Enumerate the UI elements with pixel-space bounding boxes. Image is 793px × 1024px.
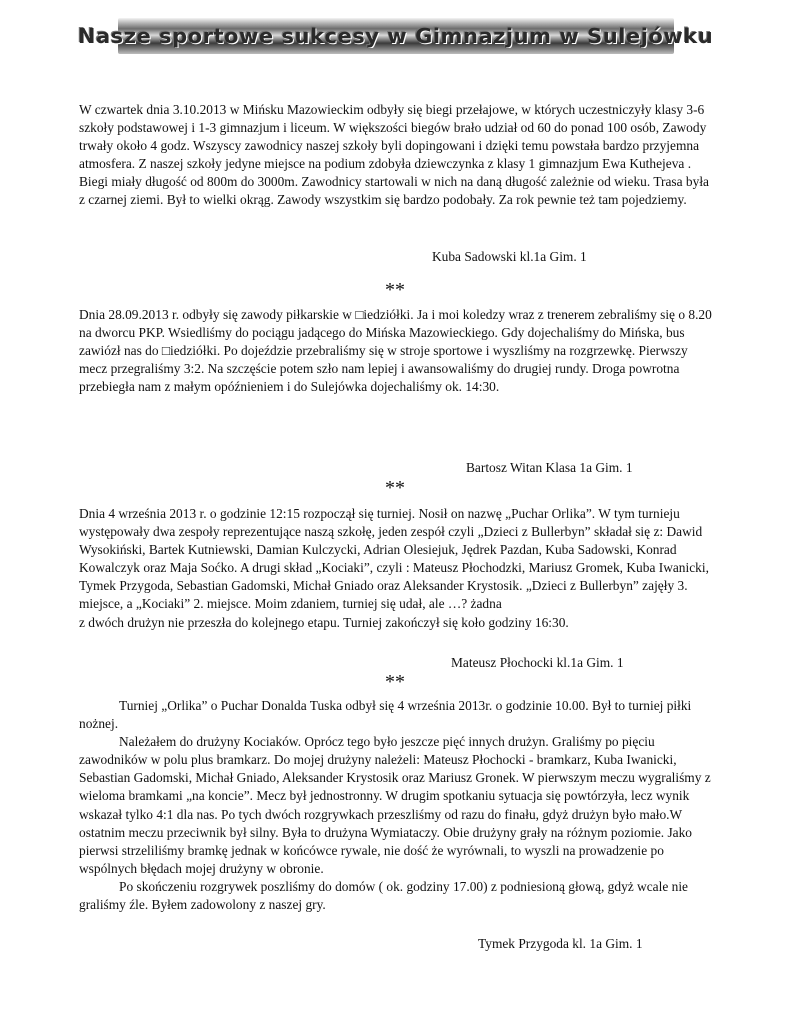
section-separator: **: [385, 477, 405, 499]
paragraph: z dwóch drużyn nie przeszła do kolejnego etapu. Turniej zakończył się koło godziny 16:30.: [79, 614, 569, 630]
header-banner: [78, 18, 714, 54]
paragraph: Dnia 4 września 2013 r. o godzinie 12:15 rozpoczął się turniej. Nosił on nazwę „Puchar Orlika”. W tym turnieju występowały dwa zespoły reprezentujące naszą szkołę, jeden zespół czyli „Dzieci z Bullerbyn” składał się z: Dawid Wysokiński, Bartek Kutniewski, Damian Kulczycki, Adrian Olesiejuk, Jędrek Pazdan, Kuba Sadowski, Konrad Kowalczyk oraz Maja Soćko. A drugi skład „Kociaki”, czyli : Mateusz Płochodzki, Mariusz Gromek, Kuba Iwanicki, Tymek Przygoda, Sebastian Gadomski, Michał Gniado oraz Aleksander Krystosik. „Dzieci z Bullerbyn” zajęły 3. miejsce, a „Kociaki” 2. miejsce. Moim zdaniem, turniej się udał, ale …? żadna: [79, 506, 709, 612]
section-separator: **: [385, 279, 405, 301]
article-section-4: [79, 697, 715, 914]
article-section-1: [79, 101, 715, 210]
paragraph: Turniej „Orlika” o Puchar Donalda Tuska odbył się 4 września 2013r. o godzinie 10.00. Był to turniej piłki nożnej.: [79, 698, 692, 732]
section-separator: **: [385, 671, 405, 693]
signature: Kuba Sadowski kl.1a Gim. 1: [432, 249, 587, 264]
article-section-3: [79, 505, 715, 632]
signature: Bartosz Witan Klasa 1a Gim. 1: [466, 460, 633, 475]
signature: Mateusz Płochocki kl.1a Gim. 1: [451, 655, 624, 670]
article-section-2: [79, 306, 715, 396]
paragraph: Po skończeniu rozgrywek poszliśmy do domów ( ok. godziny 17.00) z podniesioną głową, gdyż wcale nie graliśmy źle. Byłem zadowolony z naszej gry.: [79, 878, 688, 913]
signature: Tymek Przygoda kl. 1a Gim. 1: [478, 936, 643, 951]
paragraph: Należałem do drużyny Kociaków. Oprócz tego było jeszcze pięć innych drużyn. Graliśmy po pięciu zawodników w polu plus bramkarz. Do mojej drużyny należeli: Mateusz Płochocki - bramkarz, Kuba Iwanicki, Sebastian Gadomski, Michał Gniado, Aleksander Krystosik oraz Mariusz Gronek. W pierwszym meczu wygraliśmy z wieloma bramkami „na koncie”. Mecz był jednostronny. W drugim spotkaniu sytuacja się powtórzyła, lecz wynik wskazał tylko 4:1 dla nas. Po tych dwóch rozgrywkach przeszliśmy od razu do finału, gdyż drużyn było mało.W ostatnim meczu przeciwnik był silny. Była to drużyna Wymiataczy. Obie drużyny grały na różnym poziomie. Jako pierwsi strzeliliśmy bramkę jednak w końcówce rywale, nie dość że wyrównali, to wyszli na prowadzenie po wspólnych błędach mojej drużyny w obronie.: [79, 734, 711, 876]
paragraph: Dnia 28.09.2013 r. odbyły się zawody piłkarskie w □iedziółki. Ja i moi koledzy wraz z trenerem zebraliśmy się o 8.20 na dworcu PKP. Wsiedliśmy do pociągu jadącego do Mińska Mazowieckiego. Gdy dojechaliśmy do Mińska, bus zawiózł nas do □iedziółki. Po dojeździe przebraliśmy się w stroje sportowe i wyszliśmy na rozgrzewkę. Pierwszy mecz przegraliśmy 3:2. Na szczęście potem szło nam lepiej i awansowaliśmy do drugiej rundy. Droga powrotna przebiegła nam z małym opóźnieniem i do Sulejówka dojechaliśmy ok. 14:30.: [79, 307, 712, 395]
paragraph: W czwartek dnia 3.10.2013 w Mińsku Mazowieckim odbyły się biegi przełajowe, w których uczestniczyły klasy 3-6 szkoły podstawowej i 1-3 gimnazjum i liceum. W większości biegów brało udział od 60 do ponad 100 osób, Zawody trwały około 4 godz. Wszyscy zawodnicy naszej szkoły byli dopingowani i dzięki temu powstała bardzo przyjemna atmosfera. Z naszej szkoły jedyne miejsce na podium zdobyła dziewczynka z klasy 1 gimnazjum Ewa Kuthejeva . Biegi miały długość od 800m do 3000m. Zawodnicy startowali w nich na daną długość zależnie od wieku. Trasa była z czarnej ziemi. Był to wielki okrąg. Zawody wszystkim się bardzo podobały. Za rok pewnie też tam pojedziemy.: [79, 102, 709, 208]
banner-title: Nasze sportowe sukcesy w Gimnazjum w Sulejówku: [78, 24, 714, 48]
